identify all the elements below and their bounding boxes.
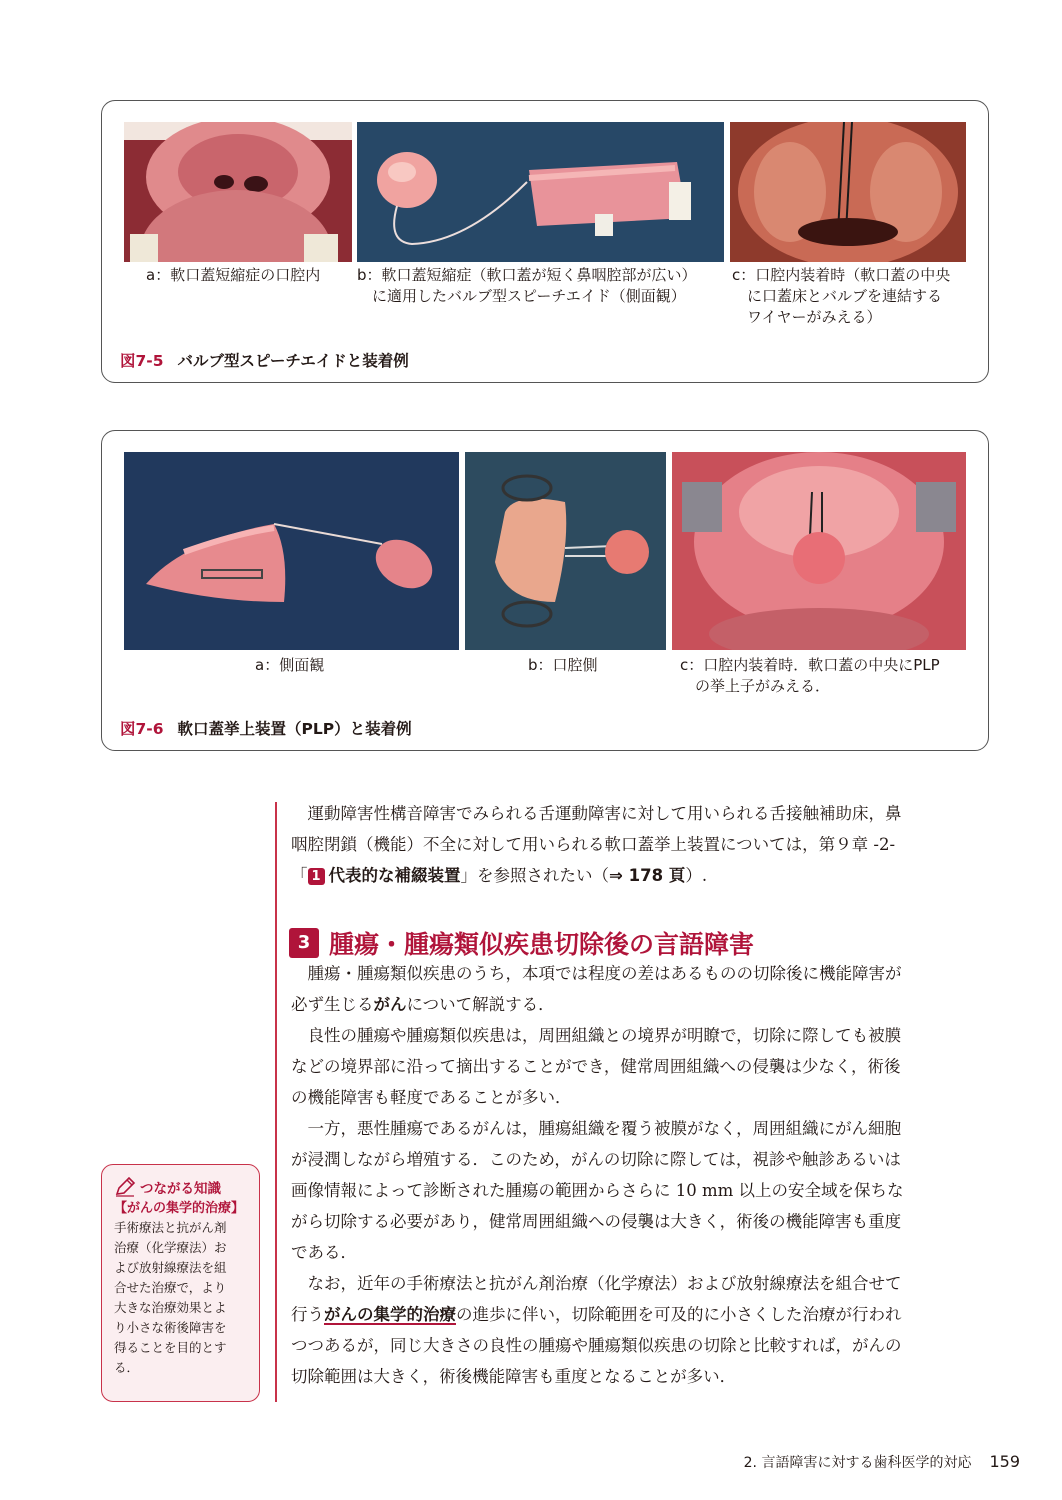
figure-7-6b-caption: b：口腔側 [528, 656, 598, 674]
section-heading [289, 925, 754, 961]
pencil-icon [114, 1177, 136, 1197]
sidebar-keyword: 【がんの集学的治療】 [114, 1201, 245, 1216]
ref-number-chip: 1 [308, 868, 325, 885]
figure-7-5-title: 図7-5 バルブ型スピーチエイドと装着例 [120, 352, 409, 370]
keyword-multidisciplinary-treatment[interactable]: がんの集学的治療 [324, 1305, 456, 1324]
figure-7-5c-caption: c：口腔内装着時（軟口蓋の中央 に口蓋床とバルブを連結する ワイヤーがみえる） [732, 266, 951, 326]
figure-7-6b-photo [465, 452, 666, 650]
figure-7-6a-caption: a：側面観 [255, 656, 325, 674]
footer-chapter: 2. 言語障害に対する歯科医学的対応 [743, 1455, 972, 1471]
figure-7-6c-caption: c：口腔内装着時．軟口蓋の中央にPLP の挙上子がみえる． [680, 656, 940, 695]
figure-7-6-title: 図7-6 軟口蓋挙上装置（PLP）と装着例 [120, 720, 412, 738]
page-reference-link[interactable]: ⇒ 178 頁 [609, 866, 686, 885]
sidebar-body: 手術療法と抗がん剤 治療（化学療法）お よび放射線療法を組 合せた治療で，より 大きな治療効果とよ り小さな術後障害を 得ることを目的とす る． [114, 1220, 227, 1375]
section-number: 3 [289, 928, 319, 958]
figure-7-6a-photo [124, 452, 459, 650]
cross-reference[interactable]: 代表的な補綴装置 [328, 866, 461, 885]
sidebar-heading: つながる知識 [114, 1177, 249, 1197]
page-footer [744, 1452, 1020, 1472]
page-number: 159 [989, 1452, 1020, 1471]
figure-7-5a-caption: a：軟口蓋短縮症の口腔内 [146, 266, 321, 284]
margin-rule [275, 802, 277, 1402]
figure-7-6c-photo [672, 452, 966, 650]
figure-7-5b-caption: b：軟口蓋短縮症（軟口蓋が短く鼻咽腔部が広い） に適用したバルブ型スピーチエイド（側面観） [357, 266, 697, 305]
figure-7-5c-photo [730, 122, 966, 262]
section-body: 腫瘍・腫瘍類似疾患のうち，本項では程度の差はあるものの切除後に機能障害が 必ず生じるがんについて解説する． 良性の腫瘍や腫瘍類似疾患は，周囲組織との境界が明瞭で，切除に際しても被膜 などの境界部に沿って摘出することができ，健常周囲組織への侵襲は少なく，術後 の機能障害も軽度であることが多い． 一方，悪性腫瘍であるがんは，腫瘍組織を覆う被膜がなく，周囲組織にがん細胞 が浸潤しながら増殖する．このため，がんの切除に際しては，視診や触診あるいは 画像情報によって診断された腫瘍の範囲からさらに 10 mm 以上の安全域を保ちな がら切除する必要があり，健常周囲組織への侵襲は大きく，術後の機能障害も重度 である． なお，近年の手術療法と抗がん剤治療（化学療法）および放射線療法を組合せて 行うがんの集学的治療の進歩に伴い，切除範囲を可及的に小さくした治療が行われ つつあるが，同じ大きさの良性の腫瘍や腫瘍類似疾患の切除と比較すれば，がんの 切除範囲は大きく，術後機能障害も重度となることが多い． [291, 964, 904, 1386]
keyword-gan: がん [373, 995, 407, 1014]
section-title: 腫瘍・腫瘍類似疾患切除後の言語障害 [329, 930, 755, 959]
figure-7-5b-photo [357, 122, 724, 262]
related-knowledge-sidebar [101, 1164, 260, 1402]
intro-paragraph: 運動障害性構音障害でみられる舌運動障害に対して用いられる舌接触補助床，鼻 咽腔閉鎖（機能）不全に対して用いられる軟口蓋挙上装置については，第９章 -2- 「 1 代表的な補綴装置」を参照されたい（⇒ 178 頁）. [291, 804, 902, 885]
figure-7-5a-photo [124, 122, 352, 262]
